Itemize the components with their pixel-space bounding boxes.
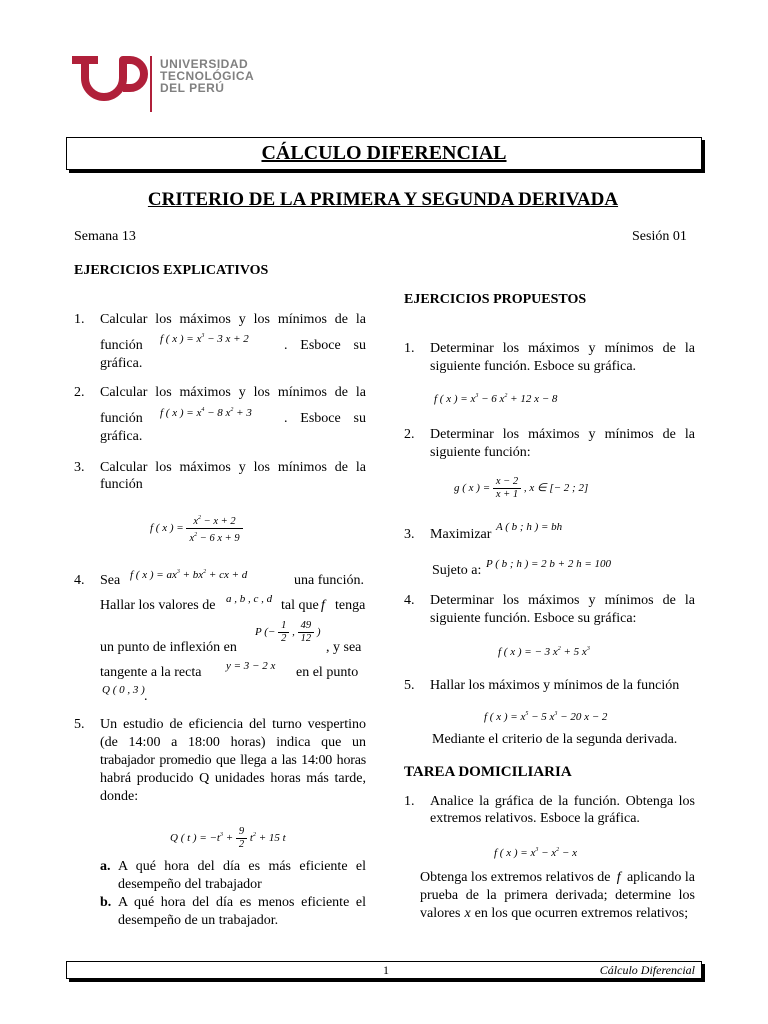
p1-line2: siguiente función. Esboce su gráfica. [430,359,637,374]
e4-una: una función. [294,573,364,588]
tarea-heading: TAREA DOMICILIARIA [404,764,572,780]
p5-equation: f ( x ) = $x^5 - 5$ $x^3 - 20$ x − 2 [484,711,608,723]
utp-logo [68,52,268,114]
e5-line1: Un estudio de eficiencia del turno vespertino [100,717,366,732]
p3-objective: A ( b ; h ) = bh [496,521,563,533]
e5-a-line2: desempeño del trabajador [118,877,262,892]
footer-course-name: Cálculo Diferencial [599,963,695,977]
propuestos-heading: EJERCICIOS PROPUESTOS [404,292,587,307]
t1-line3-f: f [616,870,621,885]
e2-number: 2. [74,385,85,400]
p1-equation: f ( x ) = $x^3 - 6$ $x^2 + 12$ x − 8 [434,393,558,405]
e4-sea: Sea [100,573,121,588]
e5-number: 5. [74,717,85,732]
utp-logo-mark [68,52,148,114]
p3-sujeto: Sujeto a: [432,563,482,578]
e2-post: . Esboce su [284,411,366,426]
t1-line1: Analice la gráfica de la función. Obtenga los [430,794,695,809]
e3-equation: f ( x ) = $\frac{x^2 - x + 2}{x^2 - 6 x + 9}$ [150,512,243,545]
p2-line2: siguiente función: [430,445,531,460]
e1-pre: función [100,338,143,353]
e1-line1: Calcular los máximos y los mínimos de la [100,312,366,327]
e1-post: . Esboce su [284,338,366,353]
p2-number: 2. [404,427,415,442]
explicativos-heading: EJERCICIOS EXPLICATIVOS [74,263,269,278]
e5-line2: (de 14:00 a 18:00 horas) indica que un [100,735,366,750]
e4-hallar: Hallar los valores de [100,598,216,613]
t1-line2: extremos relativos. Esboce la gráfica. [430,811,640,826]
e4-enel: en el punto [296,665,359,680]
t1-line5-a: valores [420,906,461,921]
p3-number: 3. [404,527,415,542]
e5-line3: trabajador promedio que llega a las 14:00 horas [100,753,366,768]
e3-line2: función [100,477,143,492]
t1-line3 [420,869,695,887]
e4-tenga: tenga [335,598,366,613]
e4-tangente: tangente a la recta [100,665,202,680]
p3-constraint: P ( b ; h ) = 2 b + 2 h = 100 [486,558,612,570]
p2-equation: g ( x ) = $\frac{x - 2}{x + 1}$ , x ∈ [− 2 ; 2] [454,476,589,500]
e1-equation: f ( x ) = $x^3 - 3$ x + 2 [160,333,249,345]
e4-equation: f ( x ) = $ax^3 + bx^2$ + cx + d [130,569,248,581]
e5-b-line2: desempeño de un trabajador. [118,913,279,928]
footer-box [66,961,702,979]
e2-line1: Calcular los máximos y los mínimos de la [100,385,366,400]
e5-a-label: a. [100,859,111,874]
week-label: Semana 13 [74,229,136,244]
p4-equation: f ( x ) = − 3 $x^2 + 5$ $x^3$ [498,646,590,658]
t1-number: 1. [404,794,415,809]
e2-equation: f ( x ) = $x^4 - 8$ $x^2 + 3$ [160,407,252,419]
t1-line5-x: x [464,906,471,921]
e5-b-line1: A qué hora del día es menos eficiente el [118,895,366,910]
e4-ysea: , y sea [326,640,362,655]
e4-line-eq: y = 3 − 2 x [226,660,276,672]
e4-dot: . [144,689,148,704]
session-label: Sesión 01 [632,229,687,244]
logo-divider [150,56,152,112]
t1-line3-b: aplicando la [626,870,695,885]
e4-point-q: Q ( 0 , 3 ) [102,684,145,696]
page-subtitle: CRITERIO DE LA PRIMERA Y SEGUNDA DERIVADA [147,189,619,210]
e1-number: 1. [74,312,85,327]
p1-line1: Determinar los máximos y mínimos de la [430,341,695,356]
e5-a-line1: A qué hora del día es más eficiente el [118,859,366,874]
e5-line5: donde: [100,789,139,804]
e2-pre: función [100,411,143,426]
t1-line4: prueba de la primera derivada; determine los [420,888,695,903]
t1-line5-b: en los que ocurren extremos relativos; [474,906,689,921]
page-title: CÁLCULO DIFERENCIAL [261,142,507,164]
e4-punto: un punto de inflexión en [100,640,237,655]
p4-number: 4. [404,593,415,608]
p5-number: 5. [404,678,415,693]
p4-line1: Determinar los máximos y mínimos de la [430,593,695,608]
t1-equation: f ( x ) = $x^3 - x^2 - x$ [494,847,577,859]
logo-text: UNIVERSIDAD TECNOLÓGICA DEL PERÚ [160,57,255,95]
e4-number: 4. [74,573,85,588]
p5-line2: Mediante el criterio de la segunda derivada. [432,732,678,747]
t1-line5 [420,905,695,923]
e3-line1: Calcular los máximos y los mínimos de la [100,460,366,475]
e5-equation: Q ( t ) = $-t^3$ + $\frac{9}{2}$ $t^2 + 15$ t [170,826,286,850]
p4-line2: siguiente función. Esboce su gráfica: [430,611,637,626]
title-box [66,137,702,170]
p1-number: 1. [404,341,415,356]
e4-talque: tal que [281,598,319,613]
e5-line4: habrá producido Q unidades horas más tarde, [100,771,366,786]
page-number: 1 [383,963,389,977]
p5-line1: Hallar los máximos y mínimos de la función [430,678,680,693]
e3-number: 3. [74,460,85,475]
e4-abcd: a , b , c , d [226,593,273,605]
e5-b-label: b. [100,895,112,910]
e4-point-p: P (− $\frac{1}{2}$ , $\frac{49}{12}$ ) [255,620,321,644]
t1-line3-a: Obtenga los extremos relativos de [420,870,611,885]
e2-line3: gráfica. [100,429,143,444]
e4-f: f [321,598,325,613]
p3-maximizar: Maximizar [430,527,492,542]
p2-line1: Determinar los máximos y mínimos de la [430,427,695,442]
e1-line3: gráfica. [100,356,143,371]
